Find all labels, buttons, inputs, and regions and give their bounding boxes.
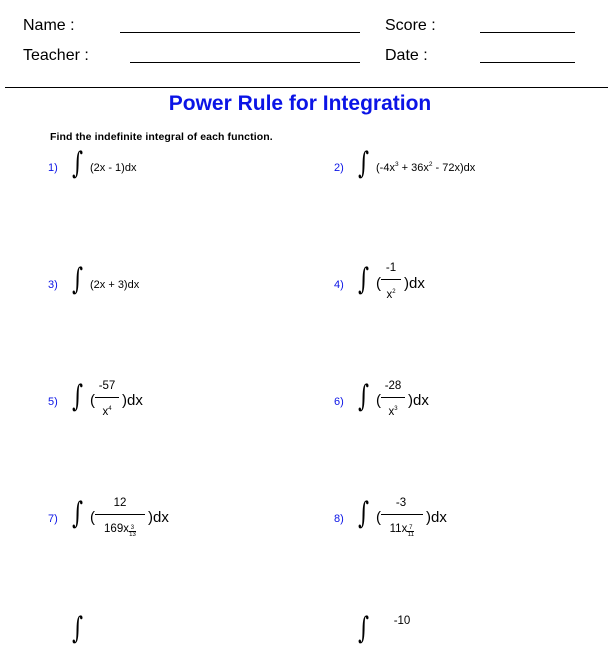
close-paren-dx: )dx [148,509,169,526]
close-paren-dx: )dx [426,509,447,526]
fraction-bar [381,397,405,398]
problem-number: 3) [48,279,58,291]
score-label: Score : [385,17,436,34]
integral-symbol: ∫ [358,611,369,646]
fraction-numerator: -3 [395,497,407,509]
integral-symbol: ∫ [72,496,83,531]
worksheet-title: Power Rule for Integration [168,92,432,115]
date-line [480,62,575,63]
open-paren: ( [90,509,95,526]
fraction-bar [381,279,401,280]
integral-symbol: ∫ [358,379,369,414]
name-line [120,32,360,33]
problem-number: 4) [334,279,344,291]
problem-number: 1) [48,162,58,174]
instructions: Find the indefinite integral of each function. [50,131,273,143]
integral-symbol: ∫ [358,262,369,297]
fraction-numerator: -10 [393,615,411,627]
integral-symbol: ∫ [72,379,83,414]
problem-number: 5) [48,396,58,408]
header-divider [5,87,608,88]
fractional-exponent: $\frac{7}{11}$ [407,525,414,538]
problem-expression: (2x + 3)dx [90,279,140,291]
fraction-bar [95,514,145,515]
fraction-denominator: $x^4$ [102,406,112,418]
fraction-denominator: $x^2$ [386,289,396,301]
problem-expression: (2x - 1)dx [90,162,137,174]
close-paren-dx: )dx [408,392,429,409]
fraction-numerator: -1 [385,262,397,274]
date-label: Date : [385,47,428,64]
integral-symbol: ∫ [72,611,83,646]
fraction-numerator: -28 [384,380,402,392]
fraction-bar [381,514,423,515]
open-paren: ( [376,509,381,526]
fraction-bar [95,397,119,398]
fraction-denominator: $x^3$ [388,406,398,418]
integral-symbol: ∫ [72,262,83,297]
fraction-denominator: 11x $\frac{7}{11}$ [389,523,414,538]
close-paren-dx: )dx [404,275,425,292]
score-line [480,32,575,33]
integral-symbol: ∫ [72,146,83,181]
problem-number: 6) [334,396,344,408]
problem-expression: $(-4x^3 + 36x^2 - 72x)dx$ [376,161,476,174]
integral-symbol: ∫ [358,496,369,531]
problem-number: 8) [334,513,344,525]
fraction-denominator: 169x $\frac{3}{13}$ [104,523,136,538]
name-label: Name : [23,17,75,34]
teacher-line [130,62,360,63]
integral-symbol: ∫ [358,146,369,181]
teacher-label: Teacher : [23,47,89,64]
fraction-numerator: -57 [98,380,116,392]
open-paren: ( [90,392,95,409]
problem-number: 2) [334,162,344,174]
problem-number: 7) [48,513,58,525]
close-paren-dx: )dx [122,392,143,409]
open-paren: ( [376,275,381,292]
fractional-exponent: $\frac{3}{13}$ [129,525,136,538]
open-paren: ( [376,392,381,409]
fraction-numerator: 12 [113,497,127,509]
